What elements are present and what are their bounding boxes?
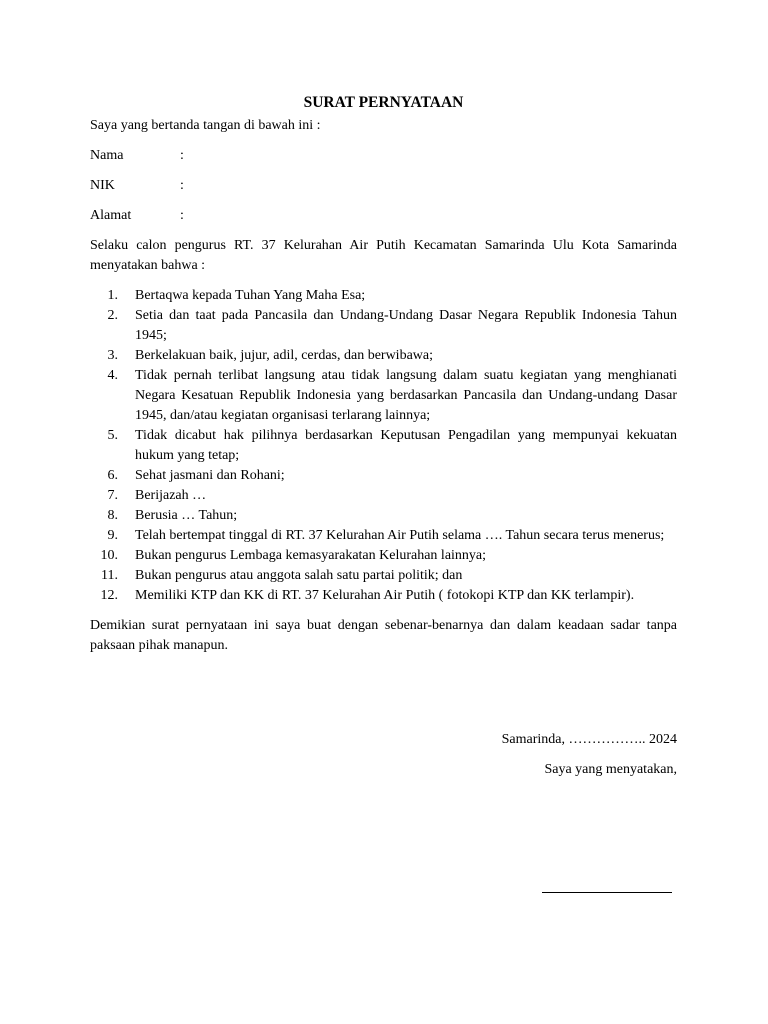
list-text: Telah bertempat tinggal di RT. 37 Kelurahan Air Putih selama …. Tahun secara terus menerus; [135, 528, 665, 543]
field-colon: : [180, 148, 184, 163]
intro-text: Saya yang bertanda tangan di bawah ini : [90, 118, 321, 133]
list-number: 1. [107, 288, 118, 303]
list-text: Berusia … Tahun; [135, 508, 238, 523]
list-item [90, 506, 677, 526]
list-item [90, 426, 677, 466]
list-text: Bertaqwa kepada Tuhan Yang Maha Esa; [135, 288, 366, 303]
statement-list [90, 286, 677, 606]
field-label: NIK [90, 178, 115, 193]
field-row-nama [90, 146, 677, 166]
list-number: 6. [107, 468, 118, 483]
list-item [90, 586, 677, 606]
list-number: 12. [100, 588, 118, 603]
list-text: Berijazah … [135, 488, 207, 503]
list-text: Setia dan taat pada Pancasila dan Undang-Undang Dasar Negara Republik Indonesia Tahun 1945; [135, 308, 677, 343]
list-text: Sehat jasmani dan Rohani; [135, 468, 285, 483]
list-text: Memiliki KTP dan KK di RT. 37 Kelurahan Air Putih ( fotokopi KTP dan KK terlampir). [135, 588, 635, 603]
list-item [90, 566, 677, 586]
list-text: Berkelakuan baik, jujur, adil, cerdas, dan berwibawa; [135, 348, 433, 363]
list-item [90, 366, 677, 426]
signature-line [542, 892, 672, 893]
list-number: 2. [107, 308, 118, 323]
list-item [90, 546, 677, 566]
list-item [90, 286, 677, 306]
closing-paragraph: Demikian surat pernyataan ini saya buat dengan sebenar-benarnya dan dalam keadaan sadar tanpa paksaan pihak manapun. [90, 618, 677, 653]
list-text: Bukan pengurus Lembaga kemasyarakatan Kelurahan lainnya; [135, 548, 487, 563]
field-label: Alamat [90, 208, 132, 223]
field-colon: : [180, 208, 184, 223]
list-item [90, 466, 677, 486]
list-number: 11. [101, 568, 118, 583]
list-number: 5. [107, 428, 118, 443]
list-number: 10. [100, 548, 118, 563]
statement-paragraph: Selaku calon pengurus RT. 37 Kelurahan Air Putih Kecamatan Samarinda Ulu Kota Samarinda menyatakan bahwa : [90, 238, 677, 273]
list-number: 7. [107, 488, 118, 503]
list-number: 8. [107, 508, 118, 523]
field-row-nik [90, 176, 677, 196]
field-colon: : [180, 178, 184, 193]
list-number: 9. [107, 528, 118, 543]
field-row-alamat [90, 206, 677, 226]
list-text: Tidak dicabut hak pilihnya berdasarkan Keputusan Pengadilan yang mempunyai kekuatan hukum yang tetap; [135, 428, 677, 463]
field-label: Nama [90, 148, 124, 163]
list-text: Bukan pengurus atau anggota salah satu partai politik; dan [135, 568, 463, 583]
list-item [90, 526, 677, 546]
document-title: SURAT PERNYATAAN [303, 94, 464, 111]
list-number: 3. [107, 348, 118, 363]
list-text: Tidak pernah terlibat langsung atau tidak langsung dalam suatu kegiatan yang menghianati Negara Kesatuan Republik Indonesia yang berdasarkan Pancasila dan Undang-undang Dasar 1945, dan/atau kegiatan organisasi terlarang lainnya; [135, 368, 677, 423]
list-number: 4. [107, 368, 118, 383]
list-item [90, 346, 677, 366]
document-page [90, 92, 677, 777]
list-item [90, 306, 677, 346]
list-item [90, 486, 677, 506]
signer-label: Saya yang menyatakan, [544, 762, 677, 777]
place-date: Samarinda, …………….. 2024 [501, 732, 677, 747]
